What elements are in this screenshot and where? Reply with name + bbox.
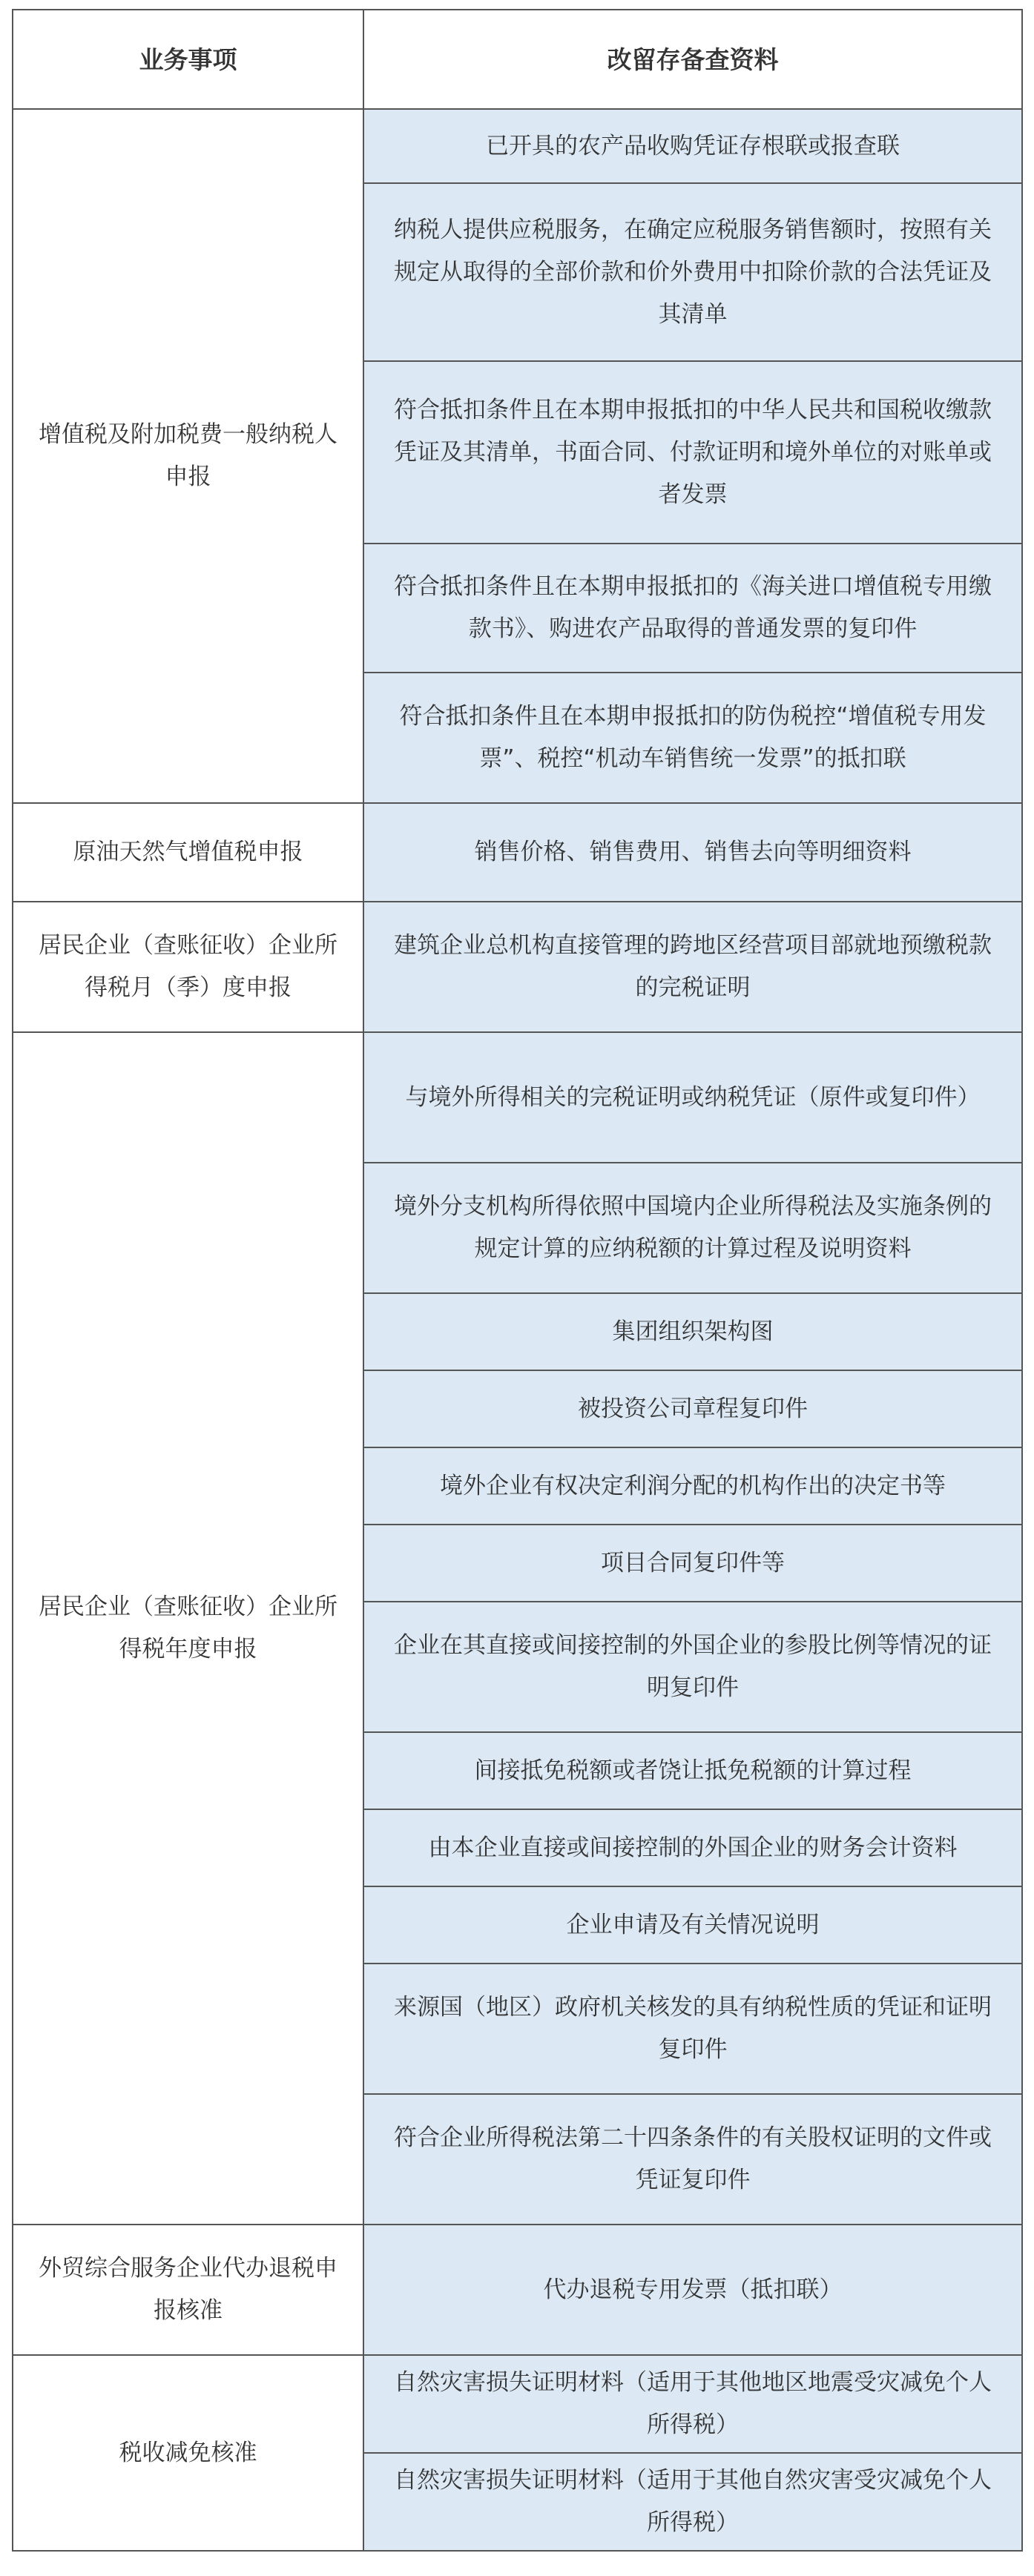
material-cell: 与境外所得相关的完税证明或纳税凭证（原件或复印件） — [363, 1032, 1022, 1163]
material-cell: 被投资公司章程复印件 — [363, 1370, 1022, 1447]
table-row — [13, 109, 1022, 183]
material-cell: 已开具的农产品收购凭证存根联或报查联 — [363, 109, 1022, 183]
table-row — [13, 803, 1022, 902]
material-cell: 由本企业直接或间接控制的外国企业的财务会计资料 — [363, 1809, 1022, 1886]
category-cell: 居民企业（查账征收）企业所得税年度申报 — [13, 1032, 363, 2225]
material-cell: 间接抵免税额或者饶让抵免税额的计算过程 — [363, 1732, 1022, 1809]
material-cell: 自然灾害损失证明材料（适用于其他自然灾害受灾减免个人所得税） — [363, 2453, 1022, 2551]
materials-table — [12, 9, 1023, 2552]
material-cell: 企业在其直接或间接控制的外国企业的参股比例等情况的证明复印件 — [363, 1602, 1022, 1732]
material-cell: 符合抵扣条件且在本期申报抵扣的防伪税控“增值税专用发票”、税控“机动车销售统一发票”的抵扣联 — [363, 673, 1022, 803]
material-cell: 企业申请及有关情况说明 — [363, 1886, 1022, 1964]
table-row — [13, 2225, 1022, 2355]
material-cell: 销售价格、销售费用、销售去向等明细资料 — [363, 803, 1022, 902]
category-cell: 原油天然气增值税申报 — [13, 803, 363, 902]
header-retained-materials: 改留存备查资料 — [363, 10, 1022, 109]
category-cell: 外贸综合服务企业代办退税申报核准 — [13, 2225, 363, 2355]
material-cell: 符合抵扣条件且在本期申报抵扣的《海关进口增值税专用缴款书》、购进农产品取得的普通发票的复印件 — [363, 544, 1022, 673]
header-row — [13, 10, 1022, 109]
material-cell: 自然灾害损失证明材料（适用于其他地区地震受灾减免个人所得税） — [363, 2355, 1022, 2453]
table-row — [13, 2355, 1022, 2453]
table-row — [13, 902, 1022, 1032]
header-business-item: 业务事项 — [13, 10, 363, 109]
material-cell: 建筑企业总机构直接管理的跨地区经营项目部就地预缴税款的完税证明 — [363, 902, 1022, 1032]
material-cell: 纳税人提供应税服务，在确定应税服务销售额时，按照有关规定从取得的全部价款和价外费用中扣除价款的合法凭证及其清单 — [363, 183, 1022, 361]
table-row — [13, 1032, 1022, 1163]
category-cell: 增值税及附加税费一般纳税人申报 — [13, 109, 363, 803]
material-cell: 境外分支机构所得依照中国境内企业所得税法及实施条例的规定计算的应纳税额的计算过程及说明资料 — [363, 1163, 1022, 1293]
material-cell: 来源国（地区）政府机关核发的具有纳税性质的凭证和证明复印件 — [363, 1964, 1022, 2094]
material-cell: 境外企业有权决定利润分配的机构作出的决定书等 — [363, 1447, 1022, 1525]
material-cell: 项目合同复印件等 — [363, 1525, 1022, 1602]
material-cell: 符合抵扣条件且在本期申报抵扣的中华人民共和国税收缴款凭证及其清单，书面合同、付款证明和境外单位的对账单或者发票 — [363, 361, 1022, 544]
material-cell: 符合企业所得税法第二十四条条件的有关股权证明的文件或凭证复印件 — [363, 2094, 1022, 2225]
category-cell: 税收减免核准 — [13, 2355, 363, 2551]
material-cell: 集团组织架构图 — [363, 1293, 1022, 1370]
material-cell: 代办退税专用发票（抵扣联） — [363, 2225, 1022, 2355]
category-cell: 居民企业（查账征收）企业所得税月（季）度申报 — [13, 902, 363, 1032]
